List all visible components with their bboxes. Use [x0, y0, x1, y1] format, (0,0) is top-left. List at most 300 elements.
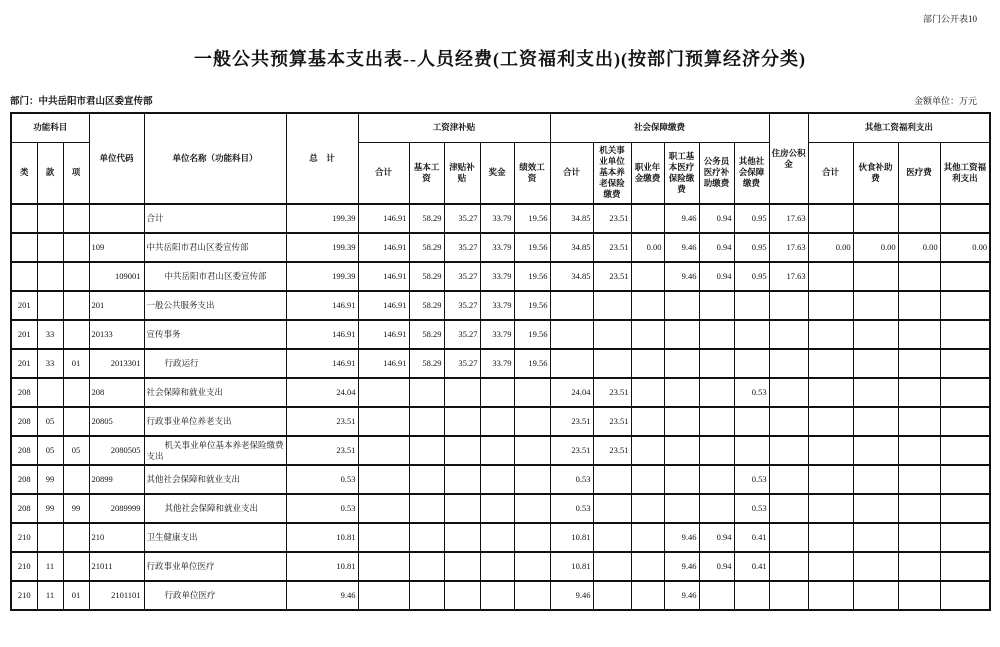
cell-bonus — [480, 407, 514, 436]
header-food-subsidy: 伙食补助费 — [853, 142, 898, 204]
cell-bonus: 33.79 — [480, 233, 514, 262]
cell-unit-code: 21011 — [89, 552, 144, 581]
cell-performance-salary — [514, 407, 550, 436]
cell-other-welfare — [940, 581, 990, 610]
cell-other-welfare — [940, 204, 990, 233]
cell-medical-insurance: 9.46 — [664, 262, 699, 291]
cell-bonus — [480, 465, 514, 494]
cell-social-subtotal: 10.81 — [550, 552, 593, 581]
cell-civil-servant-medical — [699, 465, 734, 494]
cell-unit-name: 社会保障和就业支出 — [144, 378, 286, 407]
cell-bonus: 33.79 — [480, 320, 514, 349]
cell-medical-insurance — [664, 494, 699, 523]
cell-annuity — [631, 349, 664, 378]
cell-total: 9.46 — [286, 581, 358, 610]
cell-basic-salary — [409, 465, 444, 494]
cell-bonus: 33.79 — [480, 349, 514, 378]
cell-salary-subtotal — [358, 581, 409, 610]
cell-salary-subtotal — [358, 407, 409, 436]
table-row — [11, 494, 990, 523]
header-other-subtotal: 合计 — [808, 142, 853, 204]
header-civil-servant-medical: 公务员医疗补助缴费 — [699, 142, 734, 204]
cell-kuan — [37, 523, 63, 552]
cell-housing-fund: 17.63 — [769, 233, 808, 262]
cell-kuan: 99 — [37, 465, 63, 494]
cell-performance-salary — [514, 465, 550, 494]
doc-label: 部门公开表10 — [922, 14, 977, 24]
cell-salary-subtotal — [358, 378, 409, 407]
cell-basic-salary: 58.29 — [409, 233, 444, 262]
cell-salary-subtotal: 146.91 — [358, 291, 409, 320]
header-salary-group: 工资津补贴 — [358, 113, 550, 142]
header-xiang: 项 — [63, 142, 89, 204]
cell-civil-servant-medical — [699, 436, 734, 465]
cell-other-social — [734, 581, 769, 610]
cell-basic-salary — [409, 378, 444, 407]
cell-annuity — [631, 494, 664, 523]
cell-lei: 208 — [11, 436, 37, 465]
table-row — [11, 552, 990, 581]
cell-other-social: 0.41 — [734, 523, 769, 552]
cell-xiang — [63, 204, 89, 233]
cell-food-subsidy — [853, 204, 898, 233]
cell-basic-salary: 58.29 — [409, 349, 444, 378]
cell-social-subtotal: 9.46 — [550, 581, 593, 610]
cell-kuan: 11 — [37, 581, 63, 610]
cell-housing-fund — [769, 581, 808, 610]
cell-other-subtotal — [808, 262, 853, 291]
cell-social-subtotal: 0.53 — [550, 494, 593, 523]
cell-medical-fee: 0.00 — [898, 233, 940, 262]
header-allowance: 津贴补贴 — [444, 142, 480, 204]
cell-allowance: 35.27 — [444, 320, 480, 349]
cell-bonus — [480, 552, 514, 581]
cell-annuity — [631, 204, 664, 233]
cell-pension — [593, 494, 631, 523]
cell-housing-fund — [769, 291, 808, 320]
cell-lei: 201 — [11, 349, 37, 378]
cell-performance-salary — [514, 581, 550, 610]
cell-basic-salary: 58.29 — [409, 204, 444, 233]
cell-housing-fund: 17.63 — [769, 204, 808, 233]
header-basic-salary: 基本工资 — [409, 142, 444, 204]
budget-table — [10, 112, 991, 611]
cell-food-subsidy — [853, 291, 898, 320]
cell-basic-salary — [409, 494, 444, 523]
cell-total: 146.91 — [286, 349, 358, 378]
cell-allowance: 35.27 — [444, 262, 480, 291]
cell-pension — [593, 349, 631, 378]
cell-other-welfare — [940, 262, 990, 291]
cell-food-subsidy — [853, 494, 898, 523]
cell-lei: 201 — [11, 320, 37, 349]
cell-other-welfare — [940, 552, 990, 581]
cell-lei: 208 — [11, 494, 37, 523]
cell-other-social: 0.95 — [734, 262, 769, 291]
cell-medical-fee — [898, 436, 940, 465]
cell-salary-subtotal: 146.91 — [358, 349, 409, 378]
cell-allowance — [444, 581, 480, 610]
header-pension-contribution: 机关事业单位基本养老保险缴费 — [593, 142, 631, 204]
header-medical-insurance: 职工基本医疗保险缴费 — [664, 142, 699, 204]
cell-food-subsidy — [853, 349, 898, 378]
cell-housing-fund: 17.63 — [769, 262, 808, 291]
cell-basic-salary: 58.29 — [409, 291, 444, 320]
cell-food-subsidy — [853, 465, 898, 494]
cell-civil-servant-medical — [699, 581, 734, 610]
cell-unit-name: 行政事业单位养老支出 — [144, 407, 286, 436]
cell-lei: 201 — [11, 291, 37, 320]
cell-allowance — [444, 465, 480, 494]
cell-total: 199.39 — [286, 262, 358, 291]
cell-pension: 23.51 — [593, 436, 631, 465]
cell-allowance — [444, 407, 480, 436]
cell-lei: 210 — [11, 523, 37, 552]
cell-total: 0.53 — [286, 494, 358, 523]
cell-total: 23.51 — [286, 407, 358, 436]
cell-pension — [593, 291, 631, 320]
table-row — [11, 291, 990, 320]
cell-other-welfare — [940, 407, 990, 436]
cell-total: 24.04 — [286, 378, 358, 407]
cell-unit-name: 一般公共服务支出 — [144, 291, 286, 320]
cell-food-subsidy — [853, 407, 898, 436]
cell-other-social: 0.95 — [734, 204, 769, 233]
cell-unit-name: 行政单位医疗 — [144, 581, 286, 610]
cell-medical-fee — [898, 204, 940, 233]
cell-annuity — [631, 465, 664, 494]
cell-other-subtotal — [808, 436, 853, 465]
cell-other-welfare — [940, 436, 990, 465]
cell-food-subsidy — [853, 378, 898, 407]
header-social-group: 社会保障缴费 — [550, 113, 769, 142]
cell-salary-subtotal: 146.91 — [358, 233, 409, 262]
cell-other-welfare — [940, 465, 990, 494]
cell-unit-name: 行政事业单位医疗 — [144, 552, 286, 581]
cell-pension: 23.51 — [593, 378, 631, 407]
cell-unit-code: 201 — [89, 291, 144, 320]
table-row — [11, 378, 990, 407]
cell-total: 0.53 — [286, 465, 358, 494]
header-housing-fund: 住房公积金 — [769, 113, 808, 204]
table-header — [11, 113, 990, 204]
cell-medical-fee — [898, 465, 940, 494]
cell-salary-subtotal — [358, 552, 409, 581]
cell-salary-subtotal — [358, 494, 409, 523]
cell-unit-code: 208 — [89, 378, 144, 407]
cell-other-subtotal — [808, 465, 853, 494]
cell-medical-fee — [898, 262, 940, 291]
cell-housing-fund — [769, 523, 808, 552]
cell-unit-code: 20805 — [89, 407, 144, 436]
meta-row — [10, 93, 977, 107]
cell-unit-name: 行政运行 — [144, 349, 286, 378]
cell-medical-insurance: 9.46 — [664, 233, 699, 262]
cell-kuan — [37, 378, 63, 407]
cell-food-subsidy — [853, 523, 898, 552]
cell-performance-salary: 19.56 — [514, 262, 550, 291]
cell-pension — [593, 552, 631, 581]
cell-social-subtotal: 34.85 — [550, 233, 593, 262]
cell-lei — [11, 204, 37, 233]
header-lei: 类 — [11, 142, 37, 204]
cell-other-social — [734, 436, 769, 465]
cell-basic-salary — [409, 552, 444, 581]
cell-pension — [593, 581, 631, 610]
cell-other-subtotal — [808, 204, 853, 233]
cell-unit-name: 合计 — [144, 204, 286, 233]
cell-medical-insurance — [664, 320, 699, 349]
amount-unit-label: 金额单位：万元 — [913, 96, 977, 106]
cell-kuan: 33 — [37, 349, 63, 378]
cell-performance-salary: 19.56 — [514, 233, 550, 262]
cell-other-social: 0.41 — [734, 552, 769, 581]
cell-bonus — [480, 494, 514, 523]
cell-medical-insurance — [664, 291, 699, 320]
cell-xiang — [63, 291, 89, 320]
header-other-social: 其他社会保障缴费 — [734, 142, 769, 204]
cell-pension: 23.51 — [593, 407, 631, 436]
cell-other-social — [734, 349, 769, 378]
cell-basic-salary — [409, 407, 444, 436]
cell-unit-name: 其他社会保障和就业支出 — [144, 465, 286, 494]
cell-civil-servant-medical: 0.94 — [699, 233, 734, 262]
cell-kuan — [37, 262, 63, 291]
cell-xiang — [63, 378, 89, 407]
cell-civil-servant-medical — [699, 378, 734, 407]
table-row — [11, 262, 990, 291]
cell-housing-fund — [769, 552, 808, 581]
cell-xiang: 01 — [63, 581, 89, 610]
cell-kuan — [37, 204, 63, 233]
cell-bonus — [480, 436, 514, 465]
cell-lei: 210 — [11, 581, 37, 610]
cell-medical-fee — [898, 320, 940, 349]
cell-other-subtotal — [808, 291, 853, 320]
cell-allowance — [444, 378, 480, 407]
cell-housing-fund — [769, 494, 808, 523]
cell-other-social — [734, 320, 769, 349]
cell-pension — [593, 465, 631, 494]
cell-pension: 23.51 — [593, 262, 631, 291]
cell-unit-name: 宣传事务 — [144, 320, 286, 349]
table-row — [11, 320, 990, 349]
cell-bonus — [480, 378, 514, 407]
cell-basic-salary — [409, 523, 444, 552]
cell-bonus: 33.79 — [480, 262, 514, 291]
cell-social-subtotal: 0.53 — [550, 465, 593, 494]
cell-medical-insurance: 9.46 — [664, 581, 699, 610]
header-kuan: 款 — [37, 142, 63, 204]
cell-other-subtotal — [808, 407, 853, 436]
cell-kuan: 05 — [37, 436, 63, 465]
cell-xiang — [63, 262, 89, 291]
cell-allowance: 35.27 — [444, 291, 480, 320]
cell-social-subtotal: 10.81 — [550, 523, 593, 552]
cell-medical-insurance — [664, 378, 699, 407]
cell-lei — [11, 233, 37, 262]
cell-allowance — [444, 523, 480, 552]
cell-civil-servant-medical: 0.94 — [699, 262, 734, 291]
cell-salary-subtotal — [358, 465, 409, 494]
table-row — [11, 407, 990, 436]
header-medical-fee: 医疗费 — [898, 142, 940, 204]
cell-medical-fee — [898, 523, 940, 552]
cell-kuan — [37, 291, 63, 320]
cell-other-welfare — [940, 523, 990, 552]
cell-medical-insurance — [664, 407, 699, 436]
cell-performance-salary — [514, 378, 550, 407]
cell-xiang — [63, 407, 89, 436]
table-body — [11, 204, 990, 610]
header-function-group: 功能科目 — [11, 113, 89, 142]
cell-pension: 23.51 — [593, 204, 631, 233]
cell-annuity — [631, 552, 664, 581]
cell-performance-salary — [514, 552, 550, 581]
cell-social-subtotal: 24.04 — [550, 378, 593, 407]
cell-xiang — [63, 523, 89, 552]
table-row — [11, 233, 990, 262]
table-row — [11, 523, 990, 552]
cell-lei: 208 — [11, 378, 37, 407]
cell-other-subtotal — [808, 523, 853, 552]
cell-other-welfare — [940, 494, 990, 523]
cell-xiang: 99 — [63, 494, 89, 523]
cell-other-subtotal — [808, 320, 853, 349]
cell-medical-insurance — [664, 436, 699, 465]
cell-medical-fee — [898, 407, 940, 436]
header-performance-salary: 绩效工资 — [514, 142, 550, 204]
cell-food-subsidy — [853, 552, 898, 581]
cell-unit-code: 2101101 — [89, 581, 144, 610]
cell-social-subtotal — [550, 291, 593, 320]
cell-other-welfare — [940, 291, 990, 320]
cell-annuity — [631, 320, 664, 349]
cell-food-subsidy — [853, 320, 898, 349]
cell-civil-servant-medical: 0.94 — [699, 552, 734, 581]
cell-social-subtotal: 23.51 — [550, 436, 593, 465]
cell-medical-fee — [898, 378, 940, 407]
cell-other-subtotal — [808, 581, 853, 610]
cell-allowance — [444, 436, 480, 465]
cell-allowance: 35.27 — [444, 233, 480, 262]
header-unit-code: 单位代码 — [89, 113, 144, 204]
cell-unit-code: 20133 — [89, 320, 144, 349]
header-total: 总 计 — [286, 113, 358, 204]
cell-total: 23.51 — [286, 436, 358, 465]
table-row — [11, 204, 990, 233]
cell-civil-servant-medical — [699, 291, 734, 320]
cell-kuan — [37, 233, 63, 262]
cell-civil-servant-medical — [699, 494, 734, 523]
cell-kuan: 05 — [37, 407, 63, 436]
cell-medical-fee — [898, 349, 940, 378]
cell-xiang — [63, 465, 89, 494]
cell-allowance: 35.27 — [444, 204, 480, 233]
cell-unit-code: 2080505 — [89, 436, 144, 465]
cell-medical-insurance — [664, 465, 699, 494]
cell-civil-servant-medical: 0.94 — [699, 523, 734, 552]
cell-civil-servant-medical: 0.94 — [699, 204, 734, 233]
cell-basic-salary — [409, 436, 444, 465]
cell-performance-salary: 19.56 — [514, 291, 550, 320]
cell-other-social: 0.53 — [734, 378, 769, 407]
cell-unit-code: 210 — [89, 523, 144, 552]
cell-housing-fund — [769, 436, 808, 465]
header-annuity-contribution: 职业年金缴费 — [631, 142, 664, 204]
cell-other-social: 0.53 — [734, 494, 769, 523]
cell-performance-salary: 19.56 — [514, 204, 550, 233]
header-other-welfare: 其他工资福利支出 — [940, 142, 990, 204]
cell-annuity — [631, 378, 664, 407]
table-row — [11, 581, 990, 610]
cell-social-subtotal — [550, 349, 593, 378]
cell-kuan: 11 — [37, 552, 63, 581]
cell-unit-code: 2013301 — [89, 349, 144, 378]
cell-bonus: 33.79 — [480, 291, 514, 320]
cell-lei: 210 — [11, 552, 37, 581]
cell-housing-fund — [769, 349, 808, 378]
cell-xiang: 01 — [63, 349, 89, 378]
cell-social-subtotal: 34.85 — [550, 204, 593, 233]
page-title: 一般公共预算基本支出表--人员经费(工资福利支出)(按部门预算经济分类) — [194, 49, 806, 69]
cell-lei: 208 — [11, 465, 37, 494]
cell-other-welfare: 0.00 — [940, 233, 990, 262]
cell-allowance — [444, 552, 480, 581]
cell-performance-salary: 19.56 — [514, 349, 550, 378]
cell-performance-salary: 19.56 — [514, 320, 550, 349]
cell-medical-fee — [898, 552, 940, 581]
cell-medical-fee — [898, 581, 940, 610]
cell-salary-subtotal: 146.91 — [358, 320, 409, 349]
cell-total: 199.39 — [286, 204, 358, 233]
cell-civil-servant-medical — [699, 349, 734, 378]
cell-performance-salary — [514, 436, 550, 465]
cell-total: 199.39 — [286, 233, 358, 262]
cell-xiang — [63, 552, 89, 581]
cell-medical-insurance: 9.46 — [664, 552, 699, 581]
cell-unit-code: 2089999 — [89, 494, 144, 523]
cell-food-subsidy — [853, 262, 898, 291]
cell-medical-insurance: 9.46 — [664, 523, 699, 552]
cell-other-social — [734, 407, 769, 436]
cell-allowance: 35.27 — [444, 349, 480, 378]
cell-other-subtotal — [808, 378, 853, 407]
cell-civil-servant-medical — [699, 320, 734, 349]
cell-lei — [11, 262, 37, 291]
table-row — [11, 465, 990, 494]
cell-total: 10.81 — [286, 552, 358, 581]
table-row — [11, 436, 990, 465]
cell-basic-salary: 58.29 — [409, 320, 444, 349]
cell-social-subtotal: 34.85 — [550, 262, 593, 291]
cell-other-social: 0.53 — [734, 465, 769, 494]
cell-salary-subtotal — [358, 436, 409, 465]
cell-other-welfare — [940, 378, 990, 407]
cell-bonus — [480, 581, 514, 610]
cell-annuity: 0.00 — [631, 233, 664, 262]
cell-basic-salary — [409, 581, 444, 610]
cell-salary-subtotal — [358, 523, 409, 552]
cell-unit-name: 卫生健康支出 — [144, 523, 286, 552]
cell-medical-fee — [898, 494, 940, 523]
cell-xiang: 05 — [63, 436, 89, 465]
cell-bonus — [480, 523, 514, 552]
cell-unit-code — [89, 204, 144, 233]
cell-social-subtotal: 23.51 — [550, 407, 593, 436]
cell-other-subtotal — [808, 552, 853, 581]
table-row — [11, 349, 990, 378]
